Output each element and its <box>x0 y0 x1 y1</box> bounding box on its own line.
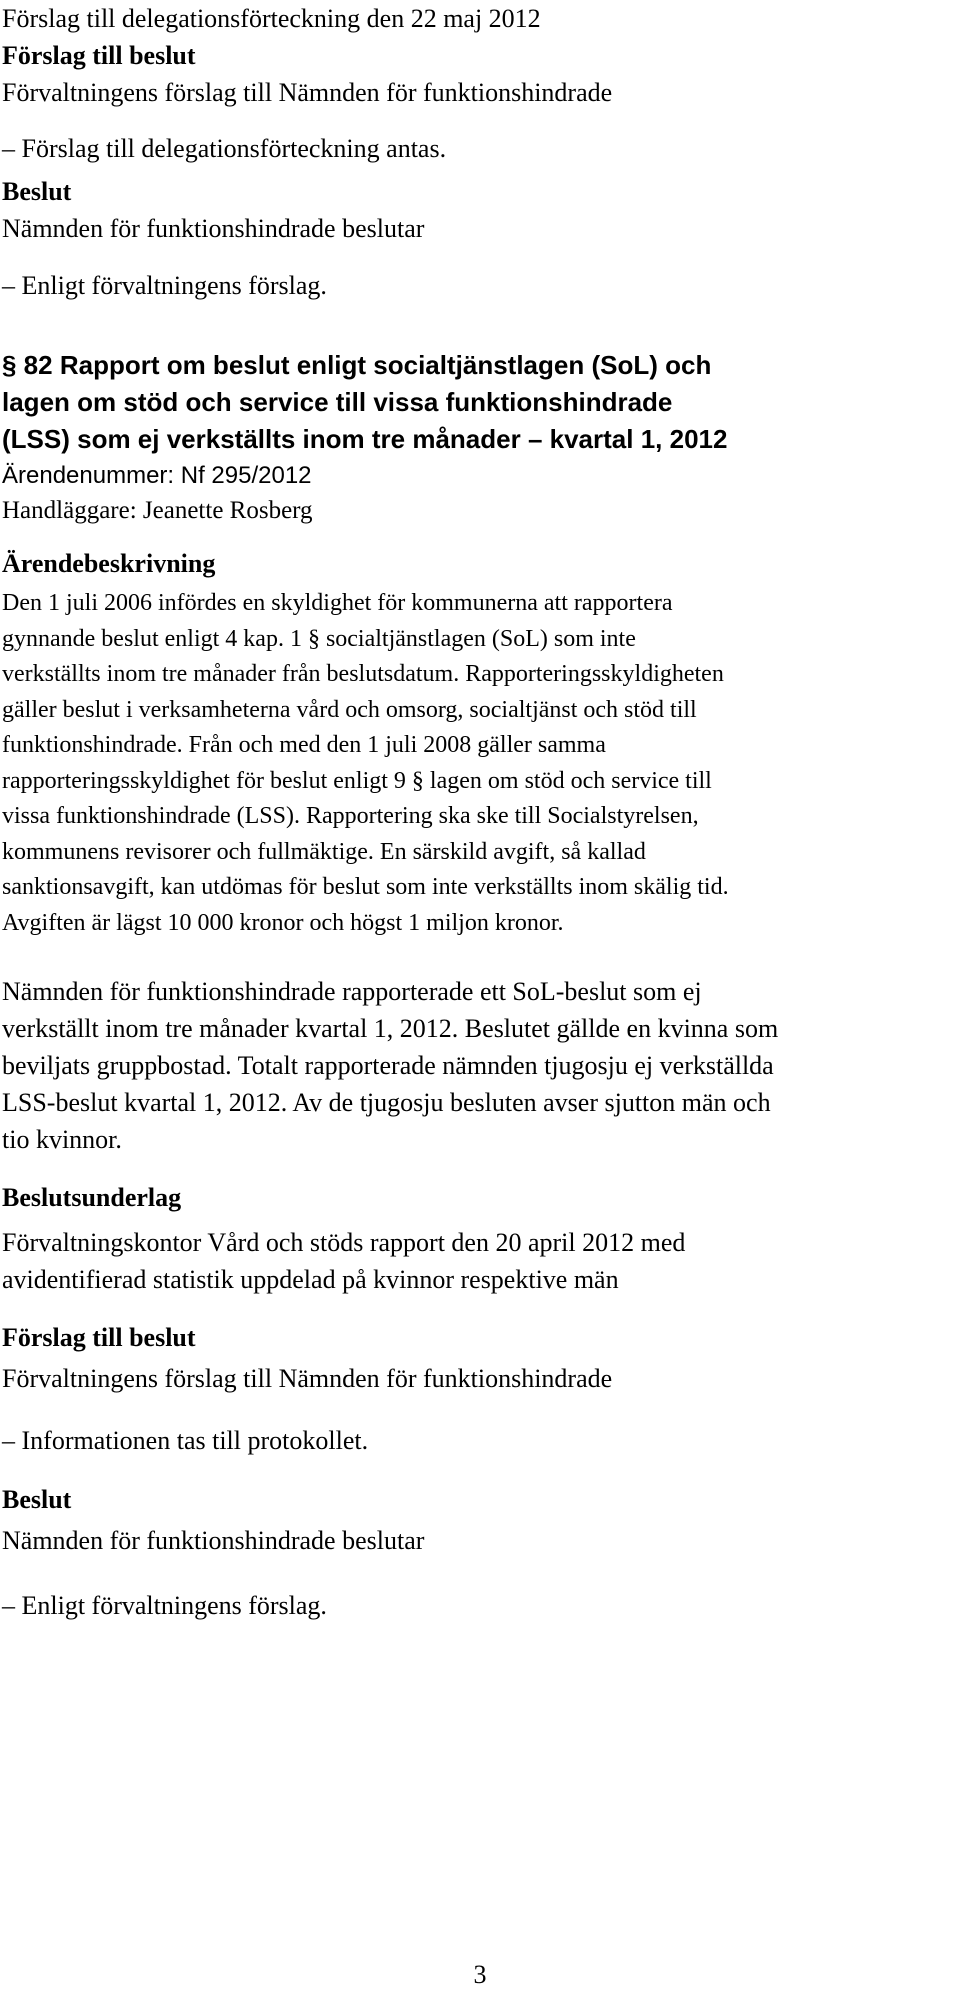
paragraph-line: vissa funktionshindrade (LSS). Rapportering ska ske till Socialstyrelsen, <box>2 803 699 829</box>
decision-item: – Enligt förvaltningens förslag. <box>2 1591 327 1620</box>
paragraph-line: gäller beslut i verksamheterna vård och omsorg, socialtjänst och stöd till <box>2 696 697 723</box>
delegation-title: Förslag till delegationsförteckning den 22 maj 2012 <box>2 4 541 33</box>
proposal-intro: Förvaltningens förslag till Nämnden för funktionshindrade <box>2 78 613 107</box>
description-paragraph <box>2 586 960 941</box>
basis-paragraph <box>2 1224 960 1298</box>
decision-heading: Beslut <box>2 177 72 206</box>
decision-heading: Beslut <box>2 1485 72 1514</box>
decision-intro: Nämnden för funktionshindrade beslutar <box>2 214 425 243</box>
paragraph-line: LSS-beslut kvartal 1, 2012. Av de tjugosju besluten avser sjutton män och <box>2 1088 771 1117</box>
basis-heading: Beslutsunderlag <box>2 1183 182 1212</box>
decision-intro: Nämnden för funktionshindrade beslutar <box>2 1526 425 1555</box>
paragraph-line: tio kvinnor. <box>2 1125 122 1154</box>
paragraph-line: beviljats gruppbostad. Totalt rapporterade nämnden tjugosju ej verkställda <box>2 1051 774 1080</box>
section-heading-line: lagen om stöd och service till vissa funktionshindrade <box>2 387 673 417</box>
paragraph-line: verkställts inom tre månader från beslutsdatum. Rapporteringsskyldigheten <box>2 661 724 687</box>
paragraph-line: gynnande beslut enligt 4 kap. 1 § socialtjänstlagen (SoL) som inte <box>2 625 636 652</box>
proposal-item: – Informationen tas till protokollet. <box>2 1426 369 1455</box>
section-heading <box>2 347 960 458</box>
paragraph-line: avidentifierad statistik uppdelad på kvinnor respektive män <box>2 1265 619 1294</box>
section-heading-line: (LSS) som ej verkställts inom tre månader – kvartal 1, 2012 <box>2 424 728 454</box>
case-number: Ärendenummer: Nf 295/2012 <box>2 462 312 489</box>
delegation-block <box>2 0 960 304</box>
paragraph-line: verkställt inom tre månader kvartal 1, 2012. Beslutet gällde en kvinna som <box>2 1014 779 1043</box>
paragraph-line: sanktionsavgift, kan utdömas för beslut som inte verkställts inom skälig tid. <box>2 874 729 900</box>
proposal-intro: Förvaltningens förslag till Nämnden för funktionshindrade <box>2 1364 613 1393</box>
description-heading: Ärendebeskrivning <box>2 549 216 578</box>
paragraph-line: funktionshindrade. Från och med den 1 juli 2008 gäller samma <box>2 732 606 758</box>
case-handler: Handläggare: Jeanette Rosberg <box>2 497 313 524</box>
decision-item: – Enligt förvaltningens förslag. <box>2 271 327 300</box>
paragraph-line: Nämnden för funktionshindrade rapporterade ett SoL-beslut som ej <box>2 977 702 1006</box>
paragraph-line: Den 1 juli 2006 infördes en skyldighet för kommunerna att rapportera <box>2 590 673 616</box>
section-82 <box>2 347 960 1624</box>
page-number: 3 <box>473 1960 487 1989</box>
paragraph-line: kommunens revisorer och fullmäktige. En särskild avgift, så kallad <box>2 838 646 865</box>
report-paragraph <box>2 973 960 1158</box>
proposal-heading: Förslag till beslut <box>2 41 196 70</box>
paragraph-line: Avgiften är lägst 10 000 kronor och högst 1 miljon kronor. <box>2 909 564 936</box>
proposal-heading: Förslag till beslut <box>2 1323 196 1352</box>
paragraph-line: rapporteringsskyldighet för beslut enligt 9 § lagen om stöd och service till <box>2 767 712 794</box>
section-heading-line: § 82 Rapport om beslut enligt socialtjänstlagen (SoL) och <box>2 350 712 380</box>
paragraph-line: Förvaltningskontor Vård och stöds rapport den 20 april 2012 med <box>2 1228 686 1257</box>
proposal-item: – Förslag till delegationsförteckning antas. <box>2 134 447 163</box>
